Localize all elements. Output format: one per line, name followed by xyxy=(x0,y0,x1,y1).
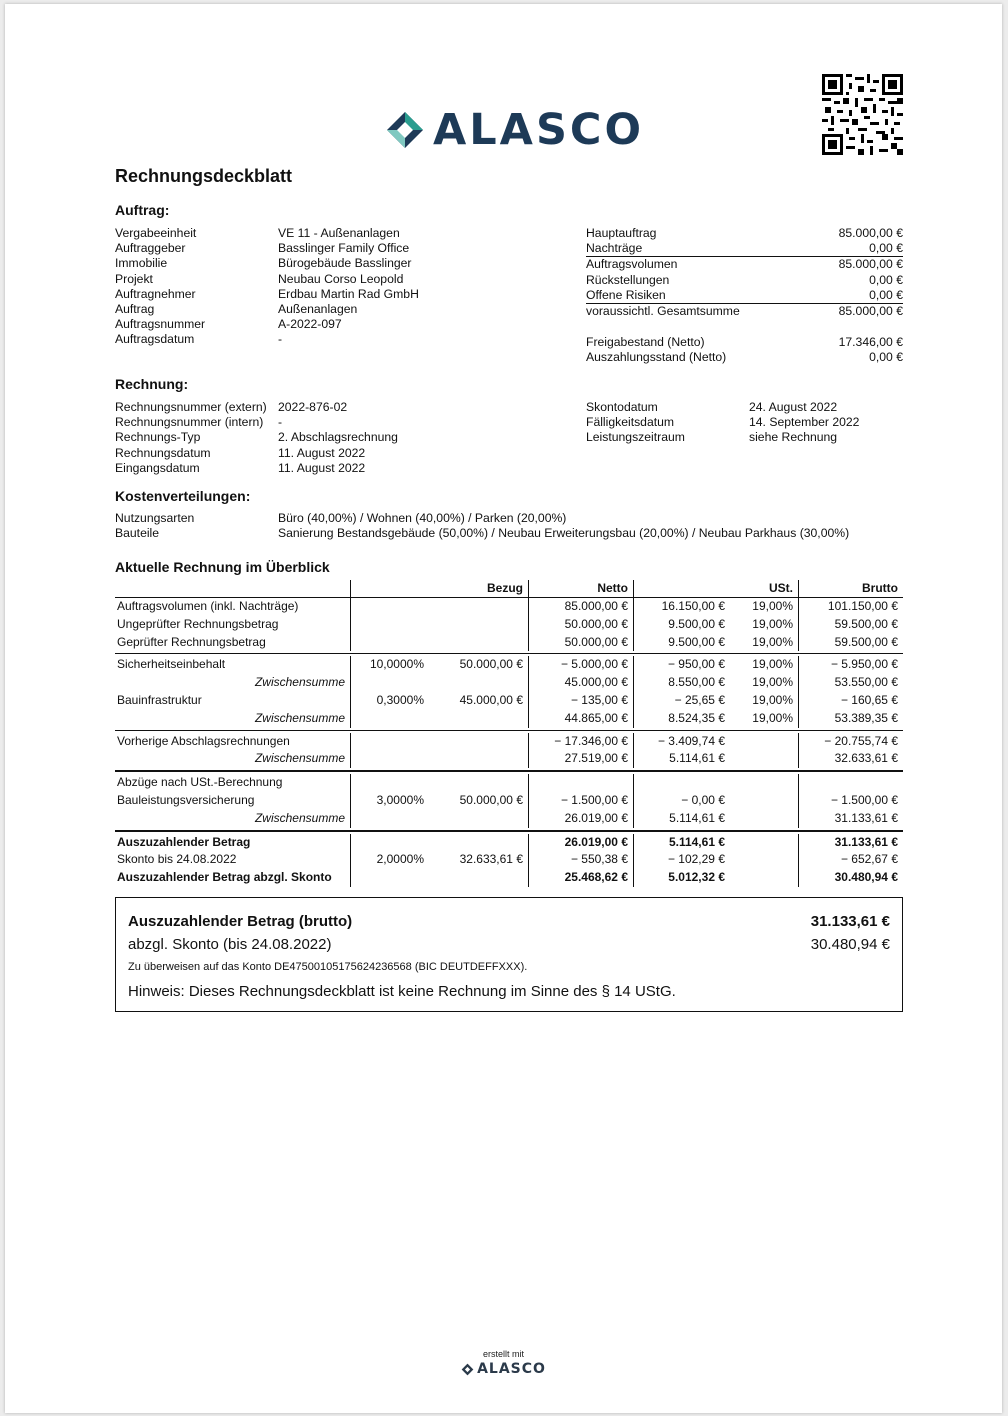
table-cell: 50.000,00 € xyxy=(459,657,523,672)
finance-row xyxy=(586,350,903,365)
table-cell xyxy=(633,774,730,792)
table-row xyxy=(115,674,903,692)
header-cell: Netto xyxy=(528,580,633,597)
section-title-overview: Aktuelle Rechnung im Überblick xyxy=(115,559,330,575)
field-label: Auftragsnummer xyxy=(115,317,206,332)
table-cell xyxy=(350,733,429,751)
field-row xyxy=(115,511,849,526)
table-cell: 50.000,00 € xyxy=(528,634,633,652)
table-cell: − 160,65 € xyxy=(798,692,903,710)
table-cell: Auszuzahlender Betrag abzgl. Skonto xyxy=(117,870,332,885)
table-cell: − 950,00 € xyxy=(633,656,730,674)
table-cell: − 17.346,00 € xyxy=(528,733,633,751)
table-header xyxy=(115,580,903,598)
table-cell xyxy=(350,710,429,728)
table-cell xyxy=(730,733,798,751)
field-label: Auftrag xyxy=(115,302,155,317)
table-row xyxy=(115,792,903,810)
table-cell: Auszuzahlender Betrag xyxy=(117,834,251,849)
field-label: Vergabeeinheit xyxy=(115,226,197,240)
field-row xyxy=(586,415,859,430)
footer xyxy=(5,1349,1002,1381)
finance-row xyxy=(586,304,903,319)
field-row xyxy=(115,332,419,347)
table-cell: 9.500,00 € xyxy=(633,634,730,652)
field-row xyxy=(115,256,419,271)
header-cell: Bezug xyxy=(487,581,523,595)
field-row xyxy=(115,526,849,541)
finance-label: Auftragsvolumen xyxy=(586,257,678,272)
finance-row xyxy=(586,241,903,257)
table-cell: 85.000,00 € xyxy=(528,598,633,616)
table-row-group xyxy=(115,598,903,654)
alasco-logo xyxy=(385,107,644,153)
finance-value: 85.000,00 € xyxy=(838,226,903,240)
table-cell: − 5.950,00 € xyxy=(798,656,903,674)
table-cell xyxy=(730,792,798,810)
table-cell: 50.000,00 € xyxy=(459,792,523,807)
field-row xyxy=(115,302,419,317)
table-cell xyxy=(429,616,528,634)
field-label: Auftragnehmer xyxy=(115,286,196,301)
finance-row xyxy=(586,257,903,272)
table-cell: 3,0000% xyxy=(350,792,429,810)
table-cell xyxy=(429,869,528,887)
field-value: Büro (40,00%) / Wohnen (40,00%) / Parken (20,00%) xyxy=(278,511,567,525)
payment-summary-box xyxy=(115,897,903,1012)
table-cell: − 652,67 € xyxy=(798,851,903,869)
table-cell: Sicherheitseinbehalt xyxy=(117,657,226,672)
invoice-fields xyxy=(115,400,398,476)
field-value: 2022-876-02 xyxy=(278,400,348,414)
table-cell: 31.133,61 € xyxy=(798,834,903,852)
finance-label: voraussichtl. Gesamtsumme xyxy=(586,304,740,319)
field-label: Auftragsdatum xyxy=(115,332,195,347)
section-title-kosten: Kostenverteilungen: xyxy=(115,488,251,504)
table-row xyxy=(115,616,903,634)
table-cell: 19,00% xyxy=(752,599,793,613)
field-label: Eingangsdatum xyxy=(115,460,200,475)
table-cell xyxy=(350,810,429,828)
table-cell: 59.500,00 € xyxy=(798,616,903,634)
table-cell xyxy=(429,774,528,792)
table-cell: Bauinfrastruktur xyxy=(117,692,202,707)
field-label: Leistungszeitraum xyxy=(586,430,685,445)
table-cell xyxy=(730,810,798,828)
table-row xyxy=(115,733,903,751)
table-row-group xyxy=(115,654,903,730)
field-value: Erdbau Martin Rad GmbH xyxy=(278,286,419,301)
summary-row xyxy=(128,910,890,933)
table-cell xyxy=(350,774,429,792)
finance-label: Hauptauftrag xyxy=(586,226,657,240)
field-label: Fälligkeitsdatum xyxy=(586,415,675,430)
field-label: Rechnungsnummer (intern) xyxy=(115,415,264,430)
table-cell xyxy=(730,774,798,792)
table-cell: 45.000,00 € xyxy=(528,674,633,692)
header-cell: Brutto xyxy=(798,580,903,597)
table-cell: 53.550,00 € xyxy=(798,674,903,692)
table-cell: 5.114,61 € xyxy=(633,810,730,828)
table-cell: 25.468,62 € xyxy=(528,869,633,887)
header-cell xyxy=(115,580,350,597)
document-page xyxy=(5,4,1002,1413)
table-cell xyxy=(350,598,429,616)
table-row xyxy=(115,834,903,852)
table-cell: Zwischensumme xyxy=(254,710,345,725)
field-row xyxy=(586,430,859,445)
table-cell: 30.480,94 € xyxy=(798,869,903,887)
field-row xyxy=(115,446,398,461)
table-cell xyxy=(429,750,528,768)
table-cell: Zwischensumme xyxy=(254,675,345,690)
table-cell: 32.633,61 € xyxy=(459,852,523,867)
table-cell: 53.389,35 € xyxy=(798,710,903,728)
table-cell: − 3.409,74 € xyxy=(633,733,730,751)
field-value: Außenanlagen xyxy=(278,302,358,317)
table-cell: 19,00% xyxy=(752,710,793,725)
header-cell xyxy=(633,580,730,597)
field-label: Projekt xyxy=(115,271,153,286)
table-cell: 19,00% xyxy=(752,657,793,672)
summary-value: 30.480,94 € xyxy=(810,936,890,953)
order-finance-summary xyxy=(586,226,903,366)
field-row xyxy=(115,287,419,302)
field-value: siehe Rechnung xyxy=(749,430,838,445)
finance-row xyxy=(586,288,903,304)
table-cell: Bauleistungsversicherung xyxy=(117,792,255,807)
table-cell xyxy=(350,634,429,652)
table-cell xyxy=(730,869,798,887)
table-cell: 5.012,32 € xyxy=(633,869,730,887)
table-cell xyxy=(429,674,528,692)
field-row xyxy=(115,317,419,332)
table-cell xyxy=(730,834,798,852)
finance-value: 17.346,00 € xyxy=(838,335,903,350)
table-cell: 44.865,00 € xyxy=(528,710,633,728)
table-cell: − 1.500,00 € xyxy=(798,792,903,810)
table-cell: − 550,38 € xyxy=(528,851,633,869)
table-cell: 10,0000% xyxy=(350,656,429,674)
table-row xyxy=(115,851,903,869)
field-value: 2. Abschlagsrechnung xyxy=(278,430,398,445)
table-cell xyxy=(730,750,798,768)
alasco-logo-icon xyxy=(461,1363,474,1376)
field-row xyxy=(115,461,398,476)
field-label: Bauteile xyxy=(115,526,160,541)
table-cell: 26.019,00 € xyxy=(528,810,633,828)
section-title-rechnung: Rechnung: xyxy=(115,376,189,392)
table-row xyxy=(115,750,903,768)
table-cell xyxy=(429,834,528,852)
finance-value: 85.000,00 € xyxy=(838,257,903,272)
table-cell: − 5.000,00 € xyxy=(528,656,633,674)
logo-text: ALASCO xyxy=(433,105,645,155)
table-row-group xyxy=(115,731,903,773)
table-cell: − 135,00 € xyxy=(528,692,633,710)
table-cell: Auftragsvolumen (inkl. Nachträge) xyxy=(117,599,299,613)
finance-value: 0,00 € xyxy=(869,287,903,302)
table-cell xyxy=(429,710,528,728)
table-cell: Zwischensumme xyxy=(254,751,345,766)
table-row xyxy=(115,710,903,728)
field-label: Skontodatum xyxy=(586,400,658,414)
finance-value: 0,00 € xyxy=(869,272,903,287)
footer-logo-text: ALASCO xyxy=(477,1361,546,1377)
table-cell xyxy=(429,810,528,828)
field-label: Rechnungsnummer (extern) xyxy=(115,400,267,414)
auftrag-fields xyxy=(115,226,419,348)
table-cell: Vorherige Abschlagsrechnungen xyxy=(117,733,290,748)
table-cell: 19,00% xyxy=(752,616,793,631)
legal-note: Hinweis: Dieses Rechnungsdeckblatt ist keine Rechnung im Sinne des § 14 UStG. xyxy=(128,983,676,1000)
finance-value: 0,00 € xyxy=(869,241,903,256)
table-cell xyxy=(429,634,528,652)
table-row xyxy=(115,656,903,674)
field-value: Sanierung Bestandsgebäude (50,00%) / Neubau Erweiterungsbau (20,00%) / Neubau Parkhaus (30,00%) xyxy=(278,526,850,541)
table-cell: Geprüfter Rechnungsbetrag xyxy=(117,634,266,649)
finance-label: Nachträge xyxy=(586,241,643,256)
table-cell xyxy=(429,598,528,616)
table-row xyxy=(115,692,903,710)
table-cell: 8.524,35 € xyxy=(633,710,730,728)
invoice-overview-table xyxy=(115,580,903,889)
field-label: Rechnungs-Typ xyxy=(115,430,201,445)
field-value: 11. August 2022 xyxy=(278,445,366,460)
table-row xyxy=(115,774,903,792)
table-cell xyxy=(350,750,429,768)
table-cell: 59.500,00 € xyxy=(798,634,903,652)
field-value: 11. August 2022 xyxy=(278,460,366,475)
table-cell: 9.500,00 € xyxy=(633,616,730,634)
finance-label: Rückstellungen xyxy=(586,272,670,287)
table-cell xyxy=(350,616,429,634)
bank-account-text: Zu überweisen auf das Konto DE47500105175624236568 (BIC DEUTDEFFXXX). xyxy=(128,961,528,973)
field-row xyxy=(115,400,398,415)
table-cell: 5.114,61 € xyxy=(633,834,730,852)
table-cell: Zwischensumme xyxy=(254,810,345,825)
table-cell: Skonto bis 24.08.2022 xyxy=(117,852,237,867)
header-cell xyxy=(350,580,429,597)
header-cell: USt. xyxy=(769,581,793,595)
table-cell: 8.550,00 € xyxy=(633,674,730,692)
summary-label: Auszuzahlender Betrag (brutto) xyxy=(128,913,353,930)
qr-code-icon[interactable] xyxy=(822,74,903,155)
field-value: - xyxy=(278,332,283,347)
field-value: Bürogebäude Basslinger xyxy=(278,256,412,271)
cost-allocation-fields xyxy=(115,511,849,541)
field-row xyxy=(115,241,419,256)
table-cell: 0,3000% xyxy=(350,692,429,710)
table-cell: 19,00% xyxy=(752,692,793,707)
table-cell xyxy=(429,733,528,751)
table-cell xyxy=(350,869,429,887)
table-row-group xyxy=(115,832,903,889)
table-cell: Ungeprüfter Rechnungsbetrag xyxy=(117,616,279,631)
finance-label: Auszahlungsstand (Netto) xyxy=(586,350,727,365)
field-value: A-2022-097 xyxy=(278,317,342,332)
finance-label: Offene Risiken xyxy=(586,287,666,302)
table-row-group xyxy=(115,772,903,831)
table-row xyxy=(115,598,903,616)
table-cell: 2,0000% xyxy=(350,851,429,869)
field-row xyxy=(586,400,859,415)
table-cell: 5.114,61 € xyxy=(633,750,730,768)
table-cell: 50.000,00 € xyxy=(528,616,633,634)
summary-value: 31.133,61 € xyxy=(810,913,890,930)
field-value: 24. August 2022 xyxy=(749,400,838,414)
finance-value: 0,00 € xyxy=(869,350,903,365)
field-label: Nutzungsarten xyxy=(115,511,195,525)
table-row xyxy=(115,810,903,828)
table-cell xyxy=(798,774,903,792)
table-cell: Abzüge nach USt.-Berechnung xyxy=(117,775,283,790)
field-label: Rechnungsdatum xyxy=(115,445,211,460)
table-cell xyxy=(730,851,798,869)
table-cell xyxy=(528,774,633,792)
table-row xyxy=(115,634,903,652)
field-row xyxy=(115,430,398,445)
field-value: - xyxy=(278,415,283,430)
table-cell: 27.519,00 € xyxy=(528,750,633,768)
created-with-text: erstellt mit xyxy=(482,1349,524,1359)
table-cell: 16.150,00 € xyxy=(633,598,730,616)
finance-row xyxy=(586,226,903,241)
alasco-logo-icon xyxy=(385,110,425,150)
table-cell: 19,00% xyxy=(752,634,793,649)
table-cell xyxy=(350,834,429,852)
table-cell: 26.019,00 € xyxy=(528,834,633,852)
field-row xyxy=(115,272,419,287)
finance-row xyxy=(586,335,903,350)
footer-logo xyxy=(461,1361,546,1377)
table-cell: 19,00% xyxy=(752,675,793,690)
table-cell: 45.000,00 € xyxy=(459,692,523,707)
table-cell: 31.133,61 € xyxy=(798,810,903,828)
table-row xyxy=(115,869,903,887)
field-value: Neubau Corso Leopold xyxy=(278,271,404,286)
section-title-auftrag: Auftrag: xyxy=(115,202,170,218)
field-value: Basslinger Family Office xyxy=(278,241,410,256)
table-cell: − 25,65 € xyxy=(633,692,730,710)
table-cell: 32.633,61 € xyxy=(798,750,903,768)
document-title: Rechnungsdeckblatt xyxy=(115,166,293,186)
finance-row xyxy=(586,273,903,288)
table-cell: − 1.500,00 € xyxy=(528,792,633,810)
field-label: Immobilie xyxy=(115,256,168,271)
table-cell: 101.150,00 € xyxy=(798,598,903,616)
invoice-dates xyxy=(586,400,859,446)
finance-label: Freigabestand (Netto) xyxy=(586,335,705,350)
finance-value: 85.000,00 € xyxy=(838,304,903,319)
field-value: VE 11 - Außenanlagen xyxy=(278,226,400,240)
summary-row xyxy=(128,933,890,956)
field-row xyxy=(115,226,419,241)
table-cell: − 0,00 € xyxy=(633,792,730,810)
table-cell: − 102,29 € xyxy=(633,851,730,869)
field-row xyxy=(115,415,398,430)
summary-label: abzgl. Skonto (bis 24.08.2022) xyxy=(128,936,332,953)
table-cell: − 20.755,74 € xyxy=(798,733,903,751)
field-value: 14. September 2022 xyxy=(749,415,860,430)
field-label: Auftraggeber xyxy=(115,241,186,256)
table-cell xyxy=(350,674,429,692)
